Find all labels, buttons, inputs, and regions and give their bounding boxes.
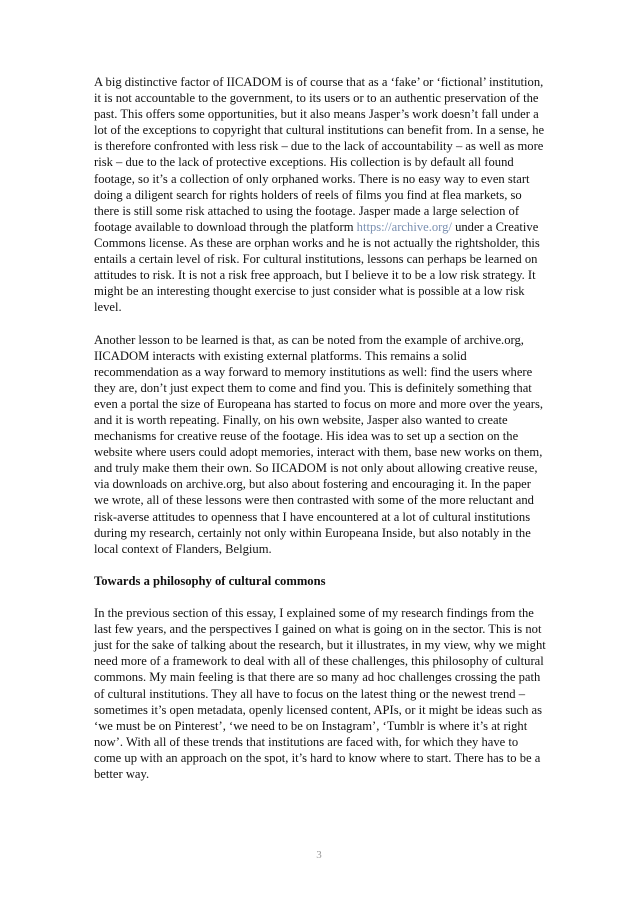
paragraph-text-before-link: A big distinctive factor of IICADOM is of course that as a ‘fake’ or ‘fictional’ institution, it is not accountable to the government, to its users or to an authentic preservation of the past. This offers some opportunities, but it also means Jasper’s work doesn’t fall under a lot of the exceptions to copyright that cultural institutions can benefit from. In a sense, he is therefore confronted with less risk – due to the lack of accountability – as well as more risk – due to the lack of protective exceptions. His collection is by default all found footage, so it’s a collection of only orphaned works. There is no easy way to even start doing a diligent search for rights holders of reels of films you find at flea markets, so there is still some risk attached to using the footage. Jasper made a large selection of footage available to download through the platform xyxy=(94,75,545,234)
page-number: 3 xyxy=(316,849,322,861)
paragraph-cultural-commons: In the previous section of this essay, I explained some of my research findings from the last few years, and the perspectives I gained on what is going on in the sector. This is not just for the sake of talking about the research, but it illustrates, in my view, why we might need more of a framework to deal with all of these challenges, this philosophy of cultural commons. My main feeling is that there are so many ad hoc challenges crossing the path of cultural institutions. They all have to focus on the latest thing or the newest trend – sometimes it’s open metadata, openly licensed content, APIs, or it might be ideas such as ‘we must be on Pinterest’, ‘we need to be on Instagram’, ‘Tumblr is where it’s at right now’. With all of these trends that institutions are faced with, for which they have to come up with an approach on the spot, it’s hard to know where to start. There has to be a better way. xyxy=(94,606,546,782)
section-heading: Towards a philosophy of cultural commons xyxy=(94,573,326,588)
paragraph-iicadom-risk xyxy=(94,74,546,315)
archive-org-link[interactable]: https://archive.org/ xyxy=(356,219,452,234)
paragraph-external-platforms: Another lesson to be learned is that, as can be noted from the example of archive.org, IICADOM interacts with existing external platforms. This remains a solid recommendation as a way forward to memory institutions as well: find the users where they are, don’t just expect them to come and find you. This is definitely something that even a portal the size of Europeana has started to focus on more and more over the years, and it is worth repeating. Finally, on his own website, Jasper also wanted to create mechanisms for creative reuse of the footage. His idea was to set up a section on the website where users could adopt memories, interact with them, base new works on them, and truly make them their own. So IICADOM is not only about allowing creative reuse, via downloads on archive.org, but also about fostering and encouraging it. In the paper we wrote, all of these lessons were then contrasted with some of the more reluctant and risk-averse attitudes to openness that I have encountered at a lot of cultural institutions during my research, certainly not only within Europeana Inside, but also notably in the local context of Flanders, Belgium. xyxy=(94,332,544,556)
paragraph-text-after-link: under a Creative Commons license. As these are orphan works and he is not actually the rightsholder, this entails a certain level of risk. For cultural institutions, lessons can perhaps be learned on attitudes to risk. It is not a risk free approach, but I believe it to be a low risk strategy. It might be an interesting thought exercise to just consider what is possible at a low risk level. xyxy=(94,219,540,315)
document-body xyxy=(94,74,546,798)
